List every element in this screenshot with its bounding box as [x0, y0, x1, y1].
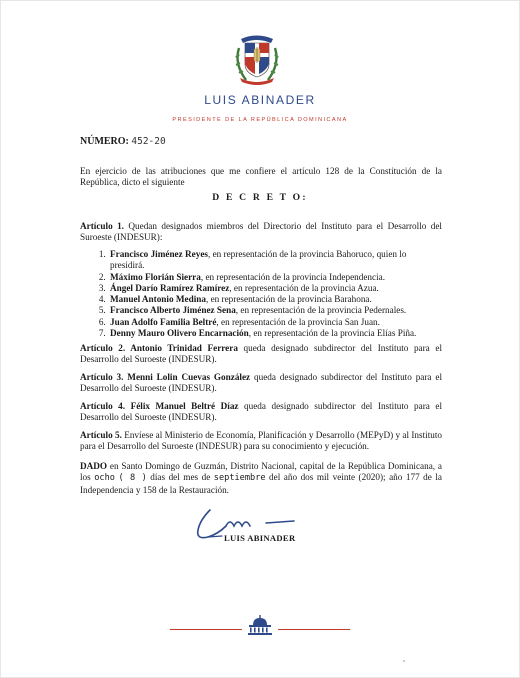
article-1-label: Artículo 1.	[80, 221, 124, 231]
signer-name: LUIS ABINADER	[224, 533, 296, 543]
article-2	[80, 343, 442, 366]
decree-number-value: 452-20	[131, 136, 166, 147]
members-list	[80, 249, 442, 339]
list-item	[108, 294, 442, 305]
list-item	[108, 305, 442, 316]
closing-text: en Santo Domingo de Guzmán, Distrito Nacional, capital de la República Dominicana, a los	[80, 461, 442, 483]
member-name: Francisco Jiménez Reyes	[110, 249, 208, 259]
article-4	[80, 401, 442, 424]
article-1	[80, 221, 442, 244]
list-item	[108, 283, 442, 294]
member-name: Juan Adolfo Familia Beltré	[110, 316, 217, 327]
article-2-text: queda designado subdirector del Instituto para el Desarrollo del Suroeste (INDESUR).	[80, 343, 442, 365]
article-1-text: Quedan designados miembros del Directorio del Instituto para el Desarrollo del Suroeste (INDESUR):	[80, 221, 442, 243]
member-name: Ángel Darío Ramírez Ramírez	[110, 282, 230, 293]
list-item	[108, 317, 442, 328]
article-3-text: queda designado subdirector del Instituto para el Desarrollo del Suroeste (INDESUR).	[80, 372, 442, 394]
list-item	[108, 249, 442, 272]
footer-divider-left	[170, 629, 242, 630]
issuer-role: PRESIDENTE DE LA REPÚBLICA DOMINICANA	[172, 117, 348, 123]
palace-dome-icon	[246, 614, 274, 636]
member-role: , en representación de la provincia San Juan.	[216, 316, 380, 327]
page-mark	[403, 660, 405, 662]
article-4-text: queda designado subdirector del Instituto para el Desarrollo del Suroeste (INDESUR).	[80, 401, 442, 423]
decree-number-label: NÚMERO:	[80, 136, 129, 147]
article-5	[80, 430, 442, 453]
closing-label: DADO	[80, 461, 108, 471]
footer-divider-right	[278, 629, 350, 630]
member-role: , en representación de la provincia Azua.	[229, 282, 379, 293]
closing-month: septiembre	[213, 473, 266, 484]
preamble: En ejercicio de las atribuciones que me confiere el artículo 128 de la Constitución de la República, dicto el siguiente	[80, 166, 442, 188]
coat-of-arms-icon	[232, 30, 282, 86]
member-role: , en representación de la provincia Barahona.	[205, 294, 372, 305]
closing-day-number: ( 8 )	[118, 473, 147, 484]
closing-day-word: ocho	[94, 473, 115, 484]
member-role: , en representación de la provincia Elías Piña.	[248, 328, 417, 339]
article-5-label: Artículo 5.	[80, 430, 122, 440]
member-role: , en representación de la provincia Independencia.	[200, 271, 386, 282]
article-4-label: Artículo 4. Félix Manuel Beltré Díaz	[80, 401, 239, 411]
article-3-label: Artículo 3. Menni Lolin Cuevas González	[80, 372, 251, 382]
member-name: Francisco Alberto Jiménez Sena	[110, 305, 236, 316]
article-5-text: Envíese al Ministerio de Economía, Planificación y Desarrollo (MEPyD) y al Instituto para el Desarrollo del Suroeste (INDESUR) para su conocimiento y ejecución.	[80, 430, 442, 452]
article-2-label: Artículo 2. Antonio Trinidad Ferrera	[80, 343, 238, 353]
member-name: Denny Mauro Olivero Encarnación	[110, 328, 249, 339]
list-item	[108, 272, 442, 283]
member-name: Manuel Antonio Medina	[110, 294, 206, 305]
article-3	[80, 372, 442, 395]
closing-paragraph	[80, 461, 442, 496]
list-item	[108, 328, 442, 339]
decree-title: D E C R E T O:	[212, 192, 308, 203]
member-role: , en representación de la provincia Bahoruco, quien lo presidirá.	[110, 249, 407, 271]
issuer-name: LUIS ABINADER	[204, 93, 316, 107]
member-role: , en representación de la provincia Pedernales.	[235, 305, 407, 316]
decree-number	[80, 136, 166, 147]
closing-text: del año dos mil veinte (2020); año 177 de la Independencia y 158 de la Restauración.	[80, 472, 442, 495]
closing-text: días del mes de	[146, 472, 214, 483]
member-name: Máximo Florián Sierra	[110, 271, 201, 282]
